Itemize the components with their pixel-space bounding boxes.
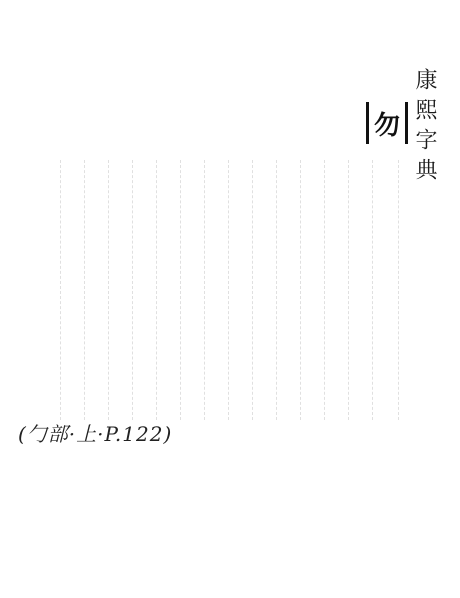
text-column-14: [66, 160, 85, 420]
text-column-11: [138, 160, 157, 420]
text-column-15: [42, 160, 61, 420]
text-column-10: [162, 160, 181, 420]
dictionary-title: 康熙字典: [412, 68, 437, 188]
handwritten-reference-note: (勹部·上·P.122): [18, 422, 173, 446]
text-column-3: [330, 160, 349, 420]
text-column-7: [234, 160, 253, 420]
text-column-12: [114, 160, 133, 420]
text-column-8: [210, 160, 229, 420]
text-column-13: [90, 160, 109, 420]
text-column-6: [258, 160, 277, 420]
text-column-9: [186, 160, 205, 420]
text-column-4: [306, 160, 325, 420]
text-column-1: [380, 160, 399, 420]
headword-box: 勿: [366, 102, 408, 144]
text-column-5: [282, 160, 301, 420]
text-column-2: [354, 160, 373, 420]
